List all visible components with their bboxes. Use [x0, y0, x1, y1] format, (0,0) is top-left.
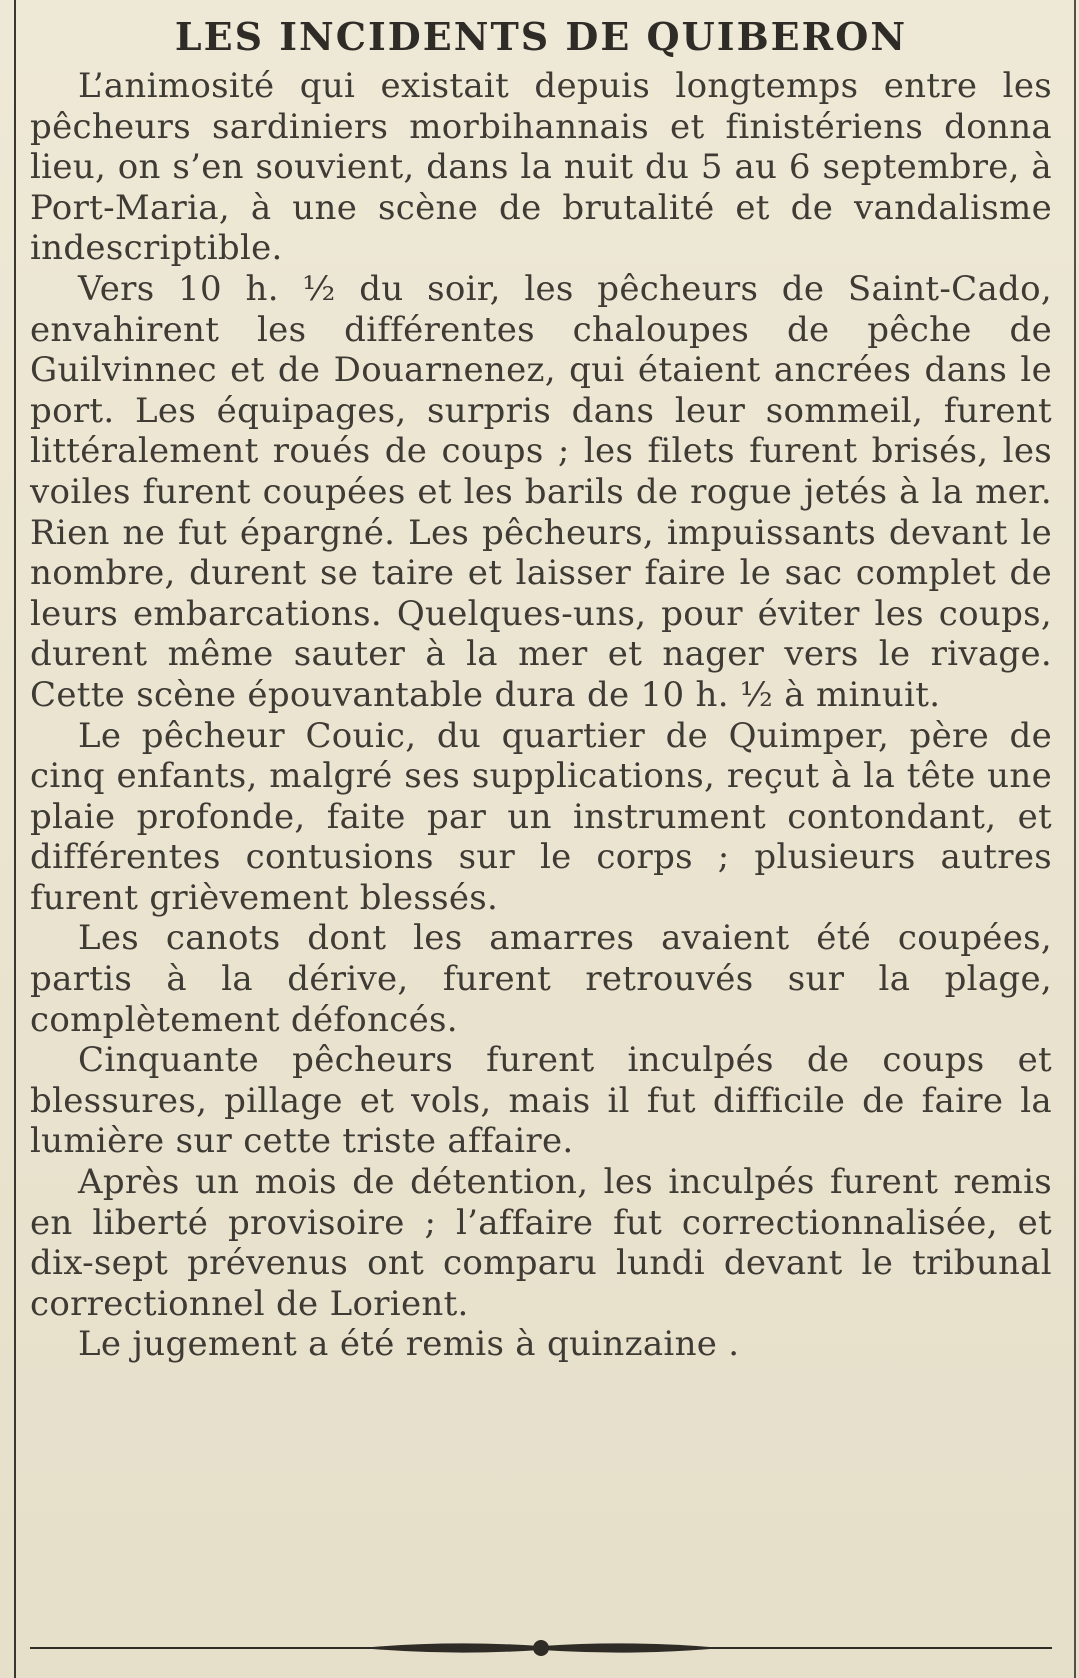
article-paragraph-5: Cinquante pêcheurs furent inculpés de coups et blessures, pillage et vols, mais il fut difficile de faire la lumière sur cette triste affaire. [30, 1040, 1052, 1162]
article-paragraph-2: Vers 10 h. ½ du soir, les pêcheurs de Saint-Cado, envahirent les différentes chaloupes de pêche de Guilvinnec et de Douarnenez, qui étaient ancrées dans le port. Les équipages, surpris dans leur sommeil, furent littéralement roués de coups ; les filets furent brisés, les voiles furent coupées et les barils de rogue jetés à la mer. Rien ne fut épargné. Les pêcheurs, impuissants devant le nombre, durent se taire et laisser faire le sac complet de leurs embarcations. Quelques-uns, pour éviter les coups, durent même sauter à la mer et nager vers le rivage. Cette scène épouvantable dura de 10 h. ½ à minuit. [30, 268, 1052, 715]
end-ornament-rule [30, 1635, 1052, 1661]
article-paragraph-7: Le jugement a été remis à quinzaine . [78, 1324, 740, 1365]
column-rule-left [14, 0, 16, 1678]
article [30, 10, 1052, 1365]
article-paragraph-1: L’animosité qui existait depuis longtemps entre les pêcheurs sardiniers morbihannais et finistériens donna lieu, on s’en souvient, dans la nuit du 5 au 6 septembre, à Port-Maria, à une scène de brutalité et de vandalisme indescriptible. [30, 66, 1052, 269]
article-title: LES INCIDENTS DE QUIBERON [174, 14, 908, 59]
article-paragraph-3: Le pêcheur Couic, du quartier de Quimper, père de cinq enfants, malgré ses supplications, reçut à la tête une plaie profonde, faite par un instrument contondant, et différentes contusions sur le corps ; plusieurs autres furent grièvement blessés. [30, 715, 1052, 918]
column-rule-right [1074, 0, 1076, 1678]
article-paragraph-6: Après un mois de détention, les inculpés furent remis en liberté provisoire ; l’affaire fut correctionnalisée, et dix-sept prévenus ont comparu lundi devant le tribunal correctionnel de Lorient. [30, 1162, 1052, 1324]
article-paragraph-4: Les canots dont les amarres avaient été coupées, partis à la dérive, furent retrouvés sur la plage, complètement défoncés. [30, 918, 1052, 1040]
